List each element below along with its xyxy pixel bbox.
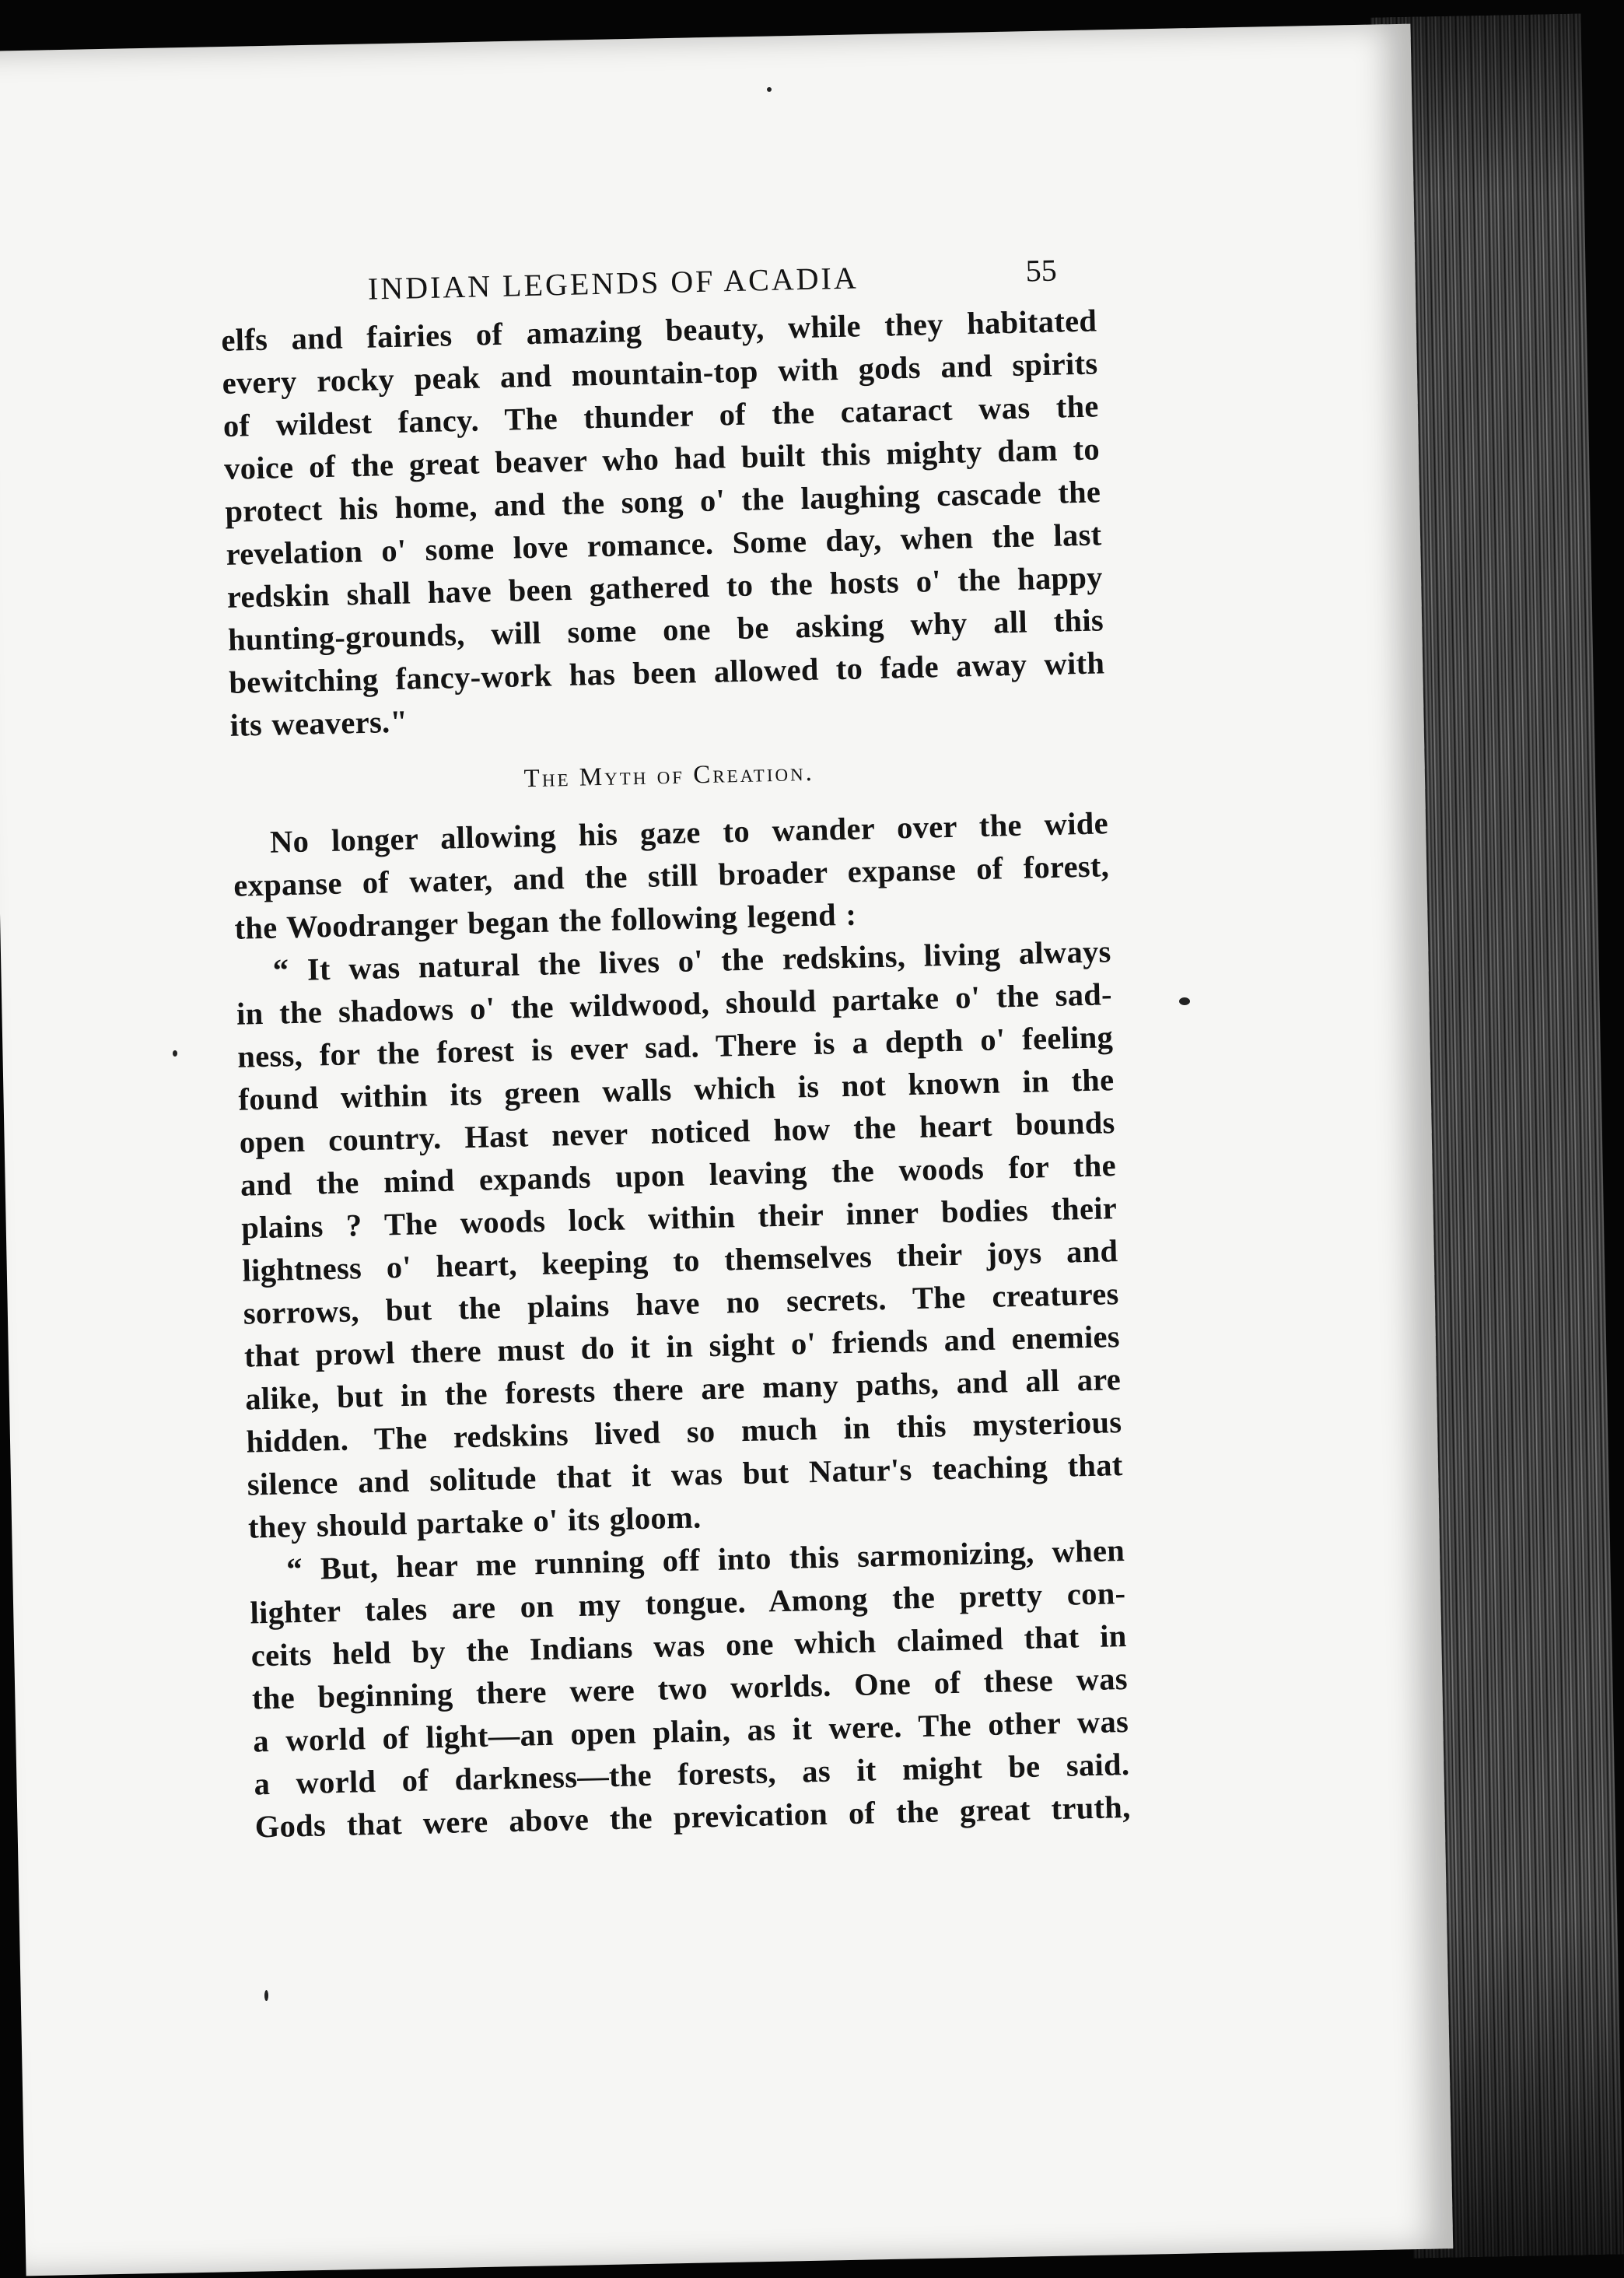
text-line: the Woodranger began the following legend : bbox=[234, 896, 857, 946]
text-line: No longer allowing his gaze to wander over the wide bbox=[269, 805, 1109, 860]
paragraph-2 bbox=[232, 801, 1110, 950]
text-line: plains ? The woods lock within their inner bodies their bbox=[240, 1190, 1118, 1246]
paragraph-3 bbox=[235, 930, 1124, 1548]
text-line: redskin shall have been gathered to the hosts o' the happy bbox=[226, 559, 1104, 615]
text-line: elfs and fairies of amazing beauty, while they habitated bbox=[220, 303, 1097, 358]
text-line: protect his home, and the song o' the laughing cascade the bbox=[224, 474, 1101, 529]
running-title: INDIAN LEGENDS OF ACADIA bbox=[367, 260, 859, 307]
text-line: lighter tales are on my tongue. Among the pretty con- bbox=[250, 1575, 1126, 1631]
text-line: “ It was natural the lives o' the redskins, living always bbox=[272, 934, 1112, 988]
text-line: ness, for the forest is ever sad. There is a depth o' feeling bbox=[236, 1019, 1114, 1074]
text-line: open country. Hast never noticed how the heart bounds bbox=[239, 1105, 1116, 1160]
scan-speck bbox=[264, 1990, 268, 2001]
text-line: hidden. The redskins lived so much in this mysterious bbox=[246, 1404, 1122, 1460]
text-line: alike, but in the forests there are many paths, and all are bbox=[244, 1362, 1122, 1417]
text-line: ceits held by the Indians was one which claimed that in bbox=[250, 1617, 1128, 1673]
page-number: 55 bbox=[1025, 252, 1058, 289]
text-line: in the shadows o' the wildwood, should partake o' the sad- bbox=[236, 976, 1113, 1032]
text-line: “ But, hear me running off into this sarmonizing, when bbox=[285, 1533, 1125, 1587]
text-line: found within its green walls which is not known in the bbox=[238, 1062, 1115, 1117]
text-line: they should partake o' its gloom. bbox=[247, 1499, 702, 1545]
scan-speck bbox=[173, 1050, 177, 1057]
text-line: bewitching fancy-work has been allowed to fade away with bbox=[228, 645, 1105, 700]
text-line: the beginning there were two worlds. One of these was bbox=[251, 1660, 1129, 1716]
text-line: that prowl there must do it in sight o' friends and enemies bbox=[243, 1319, 1121, 1374]
text-line: hunting-grounds, will some one be asking why all this bbox=[227, 602, 1104, 657]
paragraph-1 bbox=[221, 299, 1106, 746]
text-line: a world of light—an open plain, as it were. The other was bbox=[252, 1703, 1129, 1759]
text-line: every rocky peak and mountain-top with gods and spirits bbox=[222, 345, 1098, 401]
text-line: voice of the great beaver who had built this mighty dam to bbox=[223, 431, 1101, 486]
text-line: lightness o' heart, keeping to themselves their joys and bbox=[242, 1233, 1118, 1288]
scan-speck bbox=[767, 87, 772, 92]
text-line: of wildest fancy. The thunder of the cataract was the bbox=[222, 388, 1100, 443]
text-line: silence and solitude that it was but Natur's teaching that bbox=[247, 1447, 1124, 1502]
text-line: Gods that were above the prevication of the great truth, bbox=[254, 1789, 1132, 1845]
text-line: sorrows, but the plains have no secrets. The creatures bbox=[243, 1276, 1120, 1331]
text-line: and the mind expands upon leaving the woods for the bbox=[240, 1148, 1117, 1203]
text-line: a world of darkness—the forests, as it might be said. bbox=[254, 1746, 1130, 1802]
section-heading: The Myth of Creation. bbox=[523, 758, 815, 794]
text-line: its weavers." bbox=[229, 703, 408, 743]
scan-speck bbox=[1179, 997, 1190, 1005]
text-line: expanse of water, and the still broader expanse of forest, bbox=[233, 848, 1110, 903]
text-line: revelation o' some love romance. Some day, when the last bbox=[226, 517, 1102, 572]
page-text-block bbox=[219, 237, 1131, 1848]
paragraph-4 bbox=[249, 1529, 1131, 1848]
